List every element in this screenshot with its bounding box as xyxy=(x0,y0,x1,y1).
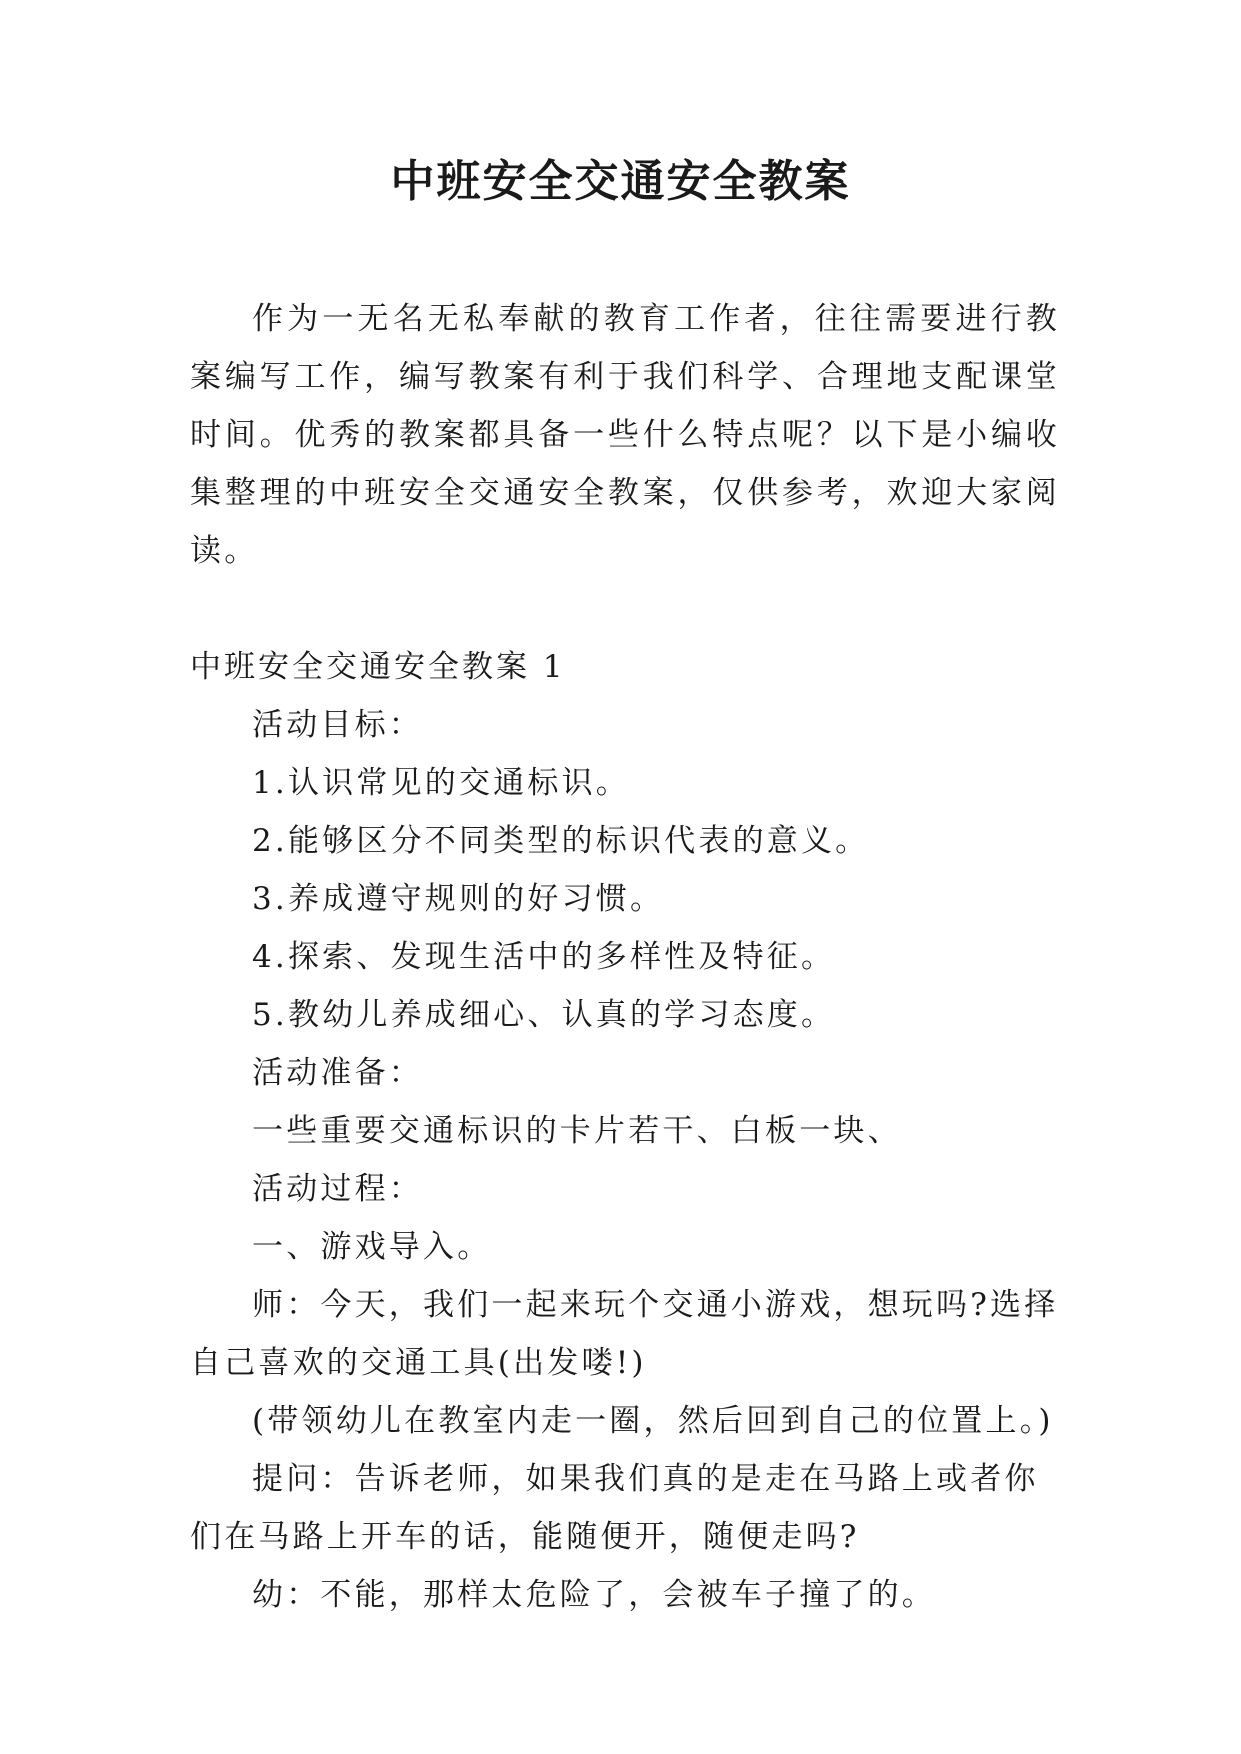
paragraph-goal-5: 5.教幼儿养成细心、认真的学习态度。 xyxy=(252,997,836,1033)
paragraph-preparation: 一些重要交通标识的卡片若干、白板一块、 xyxy=(252,1113,902,1149)
paragraph-gap xyxy=(190,580,1060,638)
paragraph-instruction: (带领幼儿在教室内走一圈，然后回到自己的位置上。) xyxy=(252,1403,1054,1439)
paragraph-goal-3: 3.养成遵守规则的好习惯。 xyxy=(252,881,665,917)
intro-paragraph: 作为一无名无私奉献的教育工作者，往往需要进行教案编写工作，编写教案有利于我们科学、合理地支配课堂时间。优秀的教案都具备一些什么特点呢？以下是小编收集整理的中班安全交通安全教案，仅供参考，欢迎大家阅读。 xyxy=(190,301,1060,569)
paragraph-goal-2: 2.能够区分不同类型的标识代表的意义。 xyxy=(252,823,870,859)
paragraph-preparation-label: 活动准备： xyxy=(252,1055,423,1091)
document-body xyxy=(190,290,1060,1624)
paragraph-question: 提问：告诉老师，如果我们真的是走在马路上或者你们在马路上开车的话，能随便开，随便走吗? xyxy=(190,1461,1039,1555)
section-heading: 中班安全交通安全教案 1 xyxy=(190,649,566,685)
paragraph-step-1: 一、游戏导入。 xyxy=(252,1229,492,1265)
paragraph-goal-1: 1.认识常见的交通标识。 xyxy=(252,765,630,801)
document-title: 中班安全交通安全教案 xyxy=(390,156,851,207)
paragraph-process-label: 活动过程： xyxy=(252,1171,423,1207)
paragraph-child-answer: 幼：不能，那样太危险了，会被车子撞了的。 xyxy=(252,1577,936,1613)
paragraph-goal-4: 4.探索、发现生活中的多样性及特征。 xyxy=(252,939,836,975)
paragraph-goals-label: 活动目标： xyxy=(252,707,423,743)
paragraph-teacher-line: 师：今天，我们一起来玩个交通小游戏，想玩吗?选择自己喜欢的交通工具(出发喽!) xyxy=(190,1287,1059,1381)
